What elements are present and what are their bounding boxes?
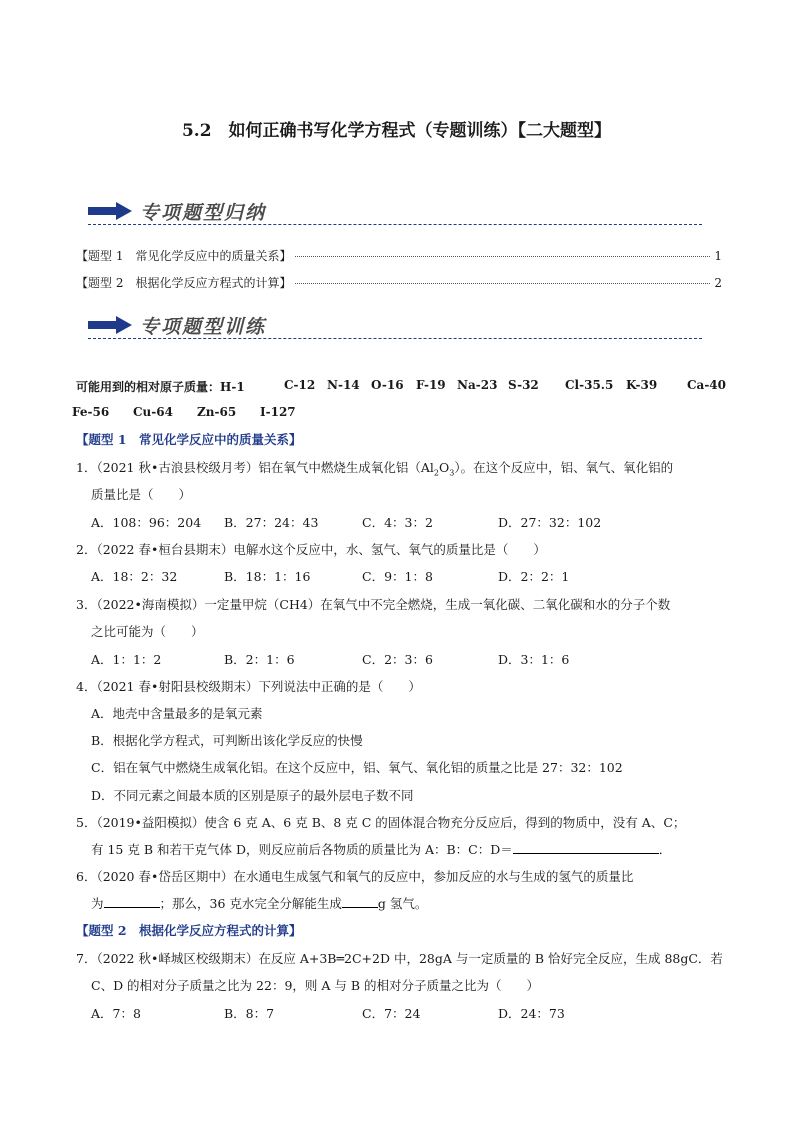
toc-page: 2 — [714, 276, 722, 290]
banner-title: 专项题型归纳 — [140, 202, 267, 224]
option-b[interactable]: B．2：1：6 — [224, 652, 295, 667]
question-6: 6．（2020 春•岱岳区期中）在水通电生成氢气和氧气的反应中，参加反应的水与生成的氢气的质量比 — [76, 869, 634, 884]
section-heading: 【题型 1 常见化学反应中的质量关系】 — [76, 432, 302, 447]
option-c[interactable]: C．铝在氧气中燃烧生成氧化铝。在这个反应中，铝、氧气、氧化铝的质量之比是 27：32：102 — [91, 760, 623, 775]
toc-leader — [295, 256, 710, 257]
toc-entry[interactable] — [76, 247, 722, 264]
answer-blank[interactable] — [342, 895, 378, 908]
option-c[interactable]: C．9：1：8 — [362, 569, 433, 584]
banner-divider — [88, 224, 702, 225]
option-a[interactable]: A．18：2：32 — [91, 569, 178, 584]
answer-blank[interactable] — [104, 895, 160, 908]
arrow-right-icon — [88, 316, 132, 334]
question-1: 1．（2021 秋•古浪县校级月考）铝在氧气中燃烧生成氧化铝$(Al_2O_3)$。在这个反应中，铝、氧气、氧化铝的 — [76, 460, 674, 478]
toc-label: 【题型 1 常见化学反应中的质量关系】 — [76, 249, 292, 263]
option-b[interactable]: B．27：24：43 — [224, 515, 319, 530]
option-a[interactable]: A．108：96：204 — [91, 515, 202, 530]
option-b[interactable]: B．8：7 — [224, 1006, 275, 1021]
option-d[interactable]: D．27：32：102 — [498, 515, 602, 530]
section-banner-training — [88, 312, 708, 338]
question-1-line2: 质量比是（ ） — [91, 487, 192, 502]
option-a[interactable]: A．1：1：2 — [91, 652, 162, 667]
toc-label: 【题型 2 根据化学反应方程式的计算】 — [76, 276, 292, 290]
option-b[interactable]: B．根据化学方程式，可判断出该化学反应的快慢 — [91, 733, 363, 748]
question-3-line2: 之比可能为（ ） — [91, 624, 204, 639]
option-d[interactable]: D．3：1：6 — [498, 652, 570, 667]
section-heading: 【题型 2 根据化学反应方程式的计算】 — [76, 923, 302, 938]
question-4: 4．（2021 春•射阳县校级期末）下列说法中正确的是（ ） — [76, 679, 421, 694]
question-6-line2: 为 ；那么，36 克水完全分解能生成 g 氢气。 — [91, 896, 428, 911]
question-7-line2: C、D 的相对分子质量之比为 22：9，则 A 与 B 的相对分子质量之比为（ ） — [91, 978, 539, 993]
answer-blank[interactable] — [513, 841, 659, 854]
banner-title: 专项题型训练 — [140, 316, 267, 338]
section-banner-summary — [88, 198, 708, 224]
option-d[interactable]: D．不同元素之间最本质的区别是原子的最外层电子数不同 — [91, 788, 414, 803]
option-c[interactable]: C．7：24 — [362, 1006, 421, 1021]
question-7: 7．（2022 秋•峄城区校级期末）在反应 A+3B═2C+2D 中，28gA 与一定质量的 B 恰好完全反应，生成 88gC．若 — [76, 951, 723, 966]
arrow-right-icon — [88, 202, 132, 220]
option-a[interactable]: A．地壳中含量最多的是氧元素 — [91, 706, 263, 721]
option-c[interactable]: C．2：3：6 — [362, 652, 433, 667]
question-3: 3．（2022•海南模拟）一定量甲烷（CH4）在氧气中不完全燃烧，生成一氧化碳、二氧化碳和水的分子个数 — [76, 597, 671, 612]
banner-divider — [88, 338, 702, 339]
question-2: 2．（2022 春•桓台县期末）电解水这个反应中，水、氢气、氧气的质量比是（ ） — [76, 542, 546, 557]
toc-leader — [295, 283, 710, 284]
page-title: 5.2 如何正确书写化学方程式（专题训练）【二大题型】 — [181, 121, 612, 141]
toc-page: 1 — [714, 249, 722, 263]
option-d[interactable]: D．24：73 — [498, 1006, 565, 1021]
question-5-line2: 有 15 克 B 和若干克气体 D，则反应前后各物质的质量比为 A：B：C：D＝ ． — [91, 842, 672, 857]
option-a[interactable]: A．7：8 — [91, 1006, 141, 1021]
option-d[interactable]: D．2：2：1 — [498, 569, 570, 584]
question-5: 5．（2019•益阳模拟）使含 6 克 A、6 克 B、8 克 C 的固体混合物充分反应后，得到的物质中，没有 A、C； — [76, 815, 686, 830]
option-b[interactable]: B．18：1：16 — [224, 569, 311, 584]
toc-entry[interactable] — [76, 274, 722, 291]
option-c[interactable]: C．4：3：2 — [362, 515, 433, 530]
